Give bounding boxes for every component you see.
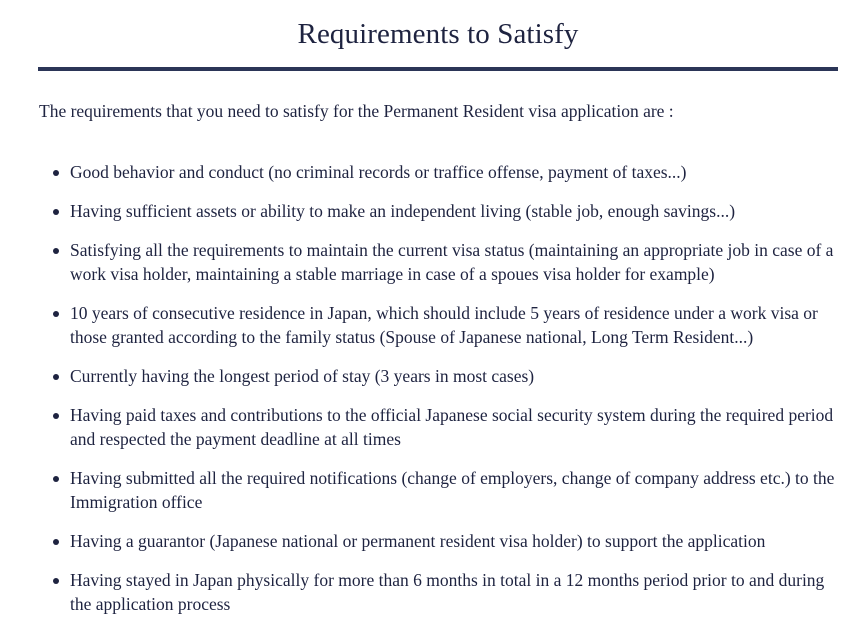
bullet-icon xyxy=(53,578,59,584)
requirement-item xyxy=(39,199,839,223)
requirement-text: Currently having the longest period of stay (3 years in most cases) xyxy=(70,366,535,386)
requirement-item xyxy=(39,529,839,553)
page-title: Requirements to Satisfy xyxy=(297,18,579,50)
requirement-item xyxy=(39,238,839,286)
bullet-icon xyxy=(53,539,59,545)
bullet-icon xyxy=(53,374,59,380)
bullet-icon xyxy=(53,170,59,176)
requirement-text: Having paid taxes and contributions to the official Japanese social security system during the required period and respected the payment deadline at all times xyxy=(70,405,834,449)
title-divider xyxy=(38,67,838,71)
requirement-item xyxy=(39,364,839,388)
requirement-text: Having sufficient assets or ability to make an independent living (stable job, enough savings...) xyxy=(70,201,736,221)
bullet-icon xyxy=(53,248,59,254)
requirement-text: Good behavior and conduct (no criminal records or traffice offense, payment of taxes...) xyxy=(70,162,687,182)
intro-paragraph: The requirements that you need to satisfy for the Permanent Resident visa application are : xyxy=(39,101,674,121)
requirement-text: Having a guarantor (Japanese national or permanent resident visa holder) to support the application xyxy=(70,531,766,551)
bullet-icon xyxy=(53,209,59,215)
requirement-item xyxy=(39,301,839,349)
bullet-icon xyxy=(53,311,59,317)
requirement-text: 10 years of consecutive residence in Japan, which should include 5 years of residence under a work visa or those granted according to the family status (Spouse of Japanese national, Long Term Resident...) xyxy=(70,303,818,347)
requirement-item xyxy=(39,160,839,184)
requirement-text: Having submitted all the required notifications (change of employers, change of company address etc.) to the Immigration office xyxy=(70,468,835,512)
requirement-text: Satisfying all the requirements to maintain the current visa status (maintaining an appropriate job in case of a work visa holder, maintaining a stable marriage in case of a spoues visa holder for example) xyxy=(70,240,834,284)
bullet-icon xyxy=(53,413,59,419)
requirement-item xyxy=(39,403,839,451)
requirement-item xyxy=(39,466,839,514)
requirement-item xyxy=(39,568,839,616)
bullet-icon xyxy=(53,476,59,482)
requirement-text: Having stayed in Japan physically for more than 6 months in total in a 12 months period prior to and during the application process xyxy=(70,570,825,614)
requirements-list xyxy=(39,160,839,631)
